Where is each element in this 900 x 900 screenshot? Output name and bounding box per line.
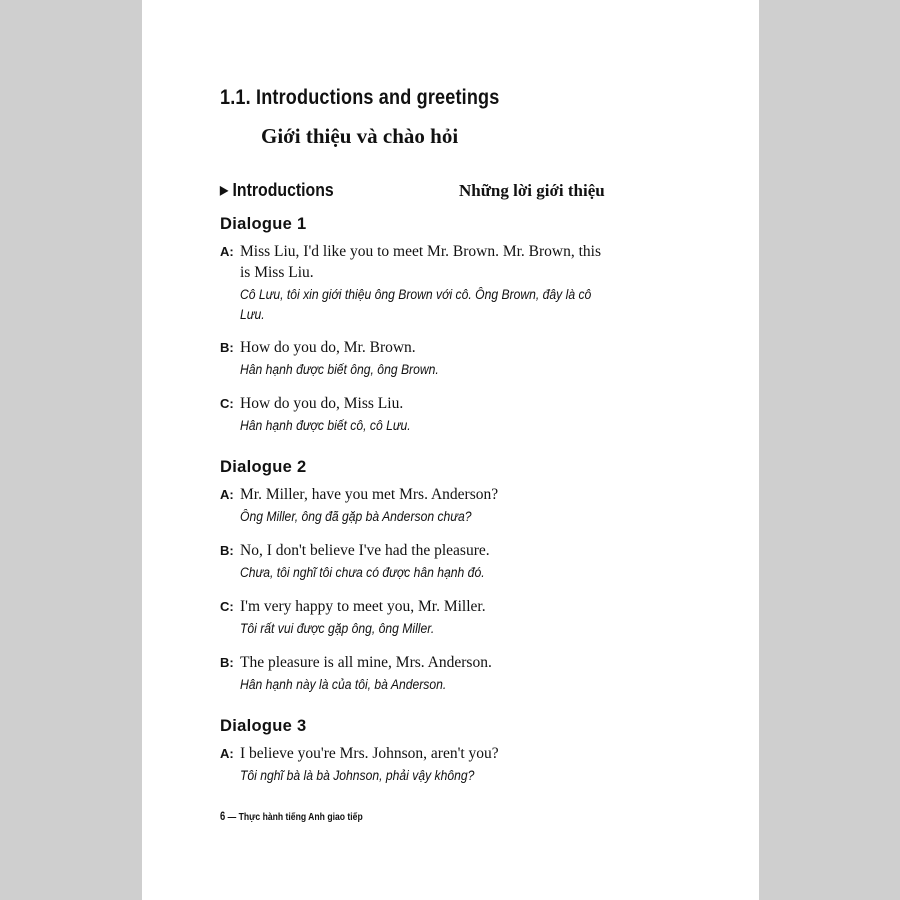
page-footer (220, 811, 363, 823)
section-subtitle: Giới thiệu và chào hỏi (261, 124, 459, 148)
footer-separator: — (227, 811, 237, 823)
dialogue-line-en: B: No, I don't believe I've had the pleasure. (220, 542, 490, 559)
dialogue-line-vi: Cô Lưu, tôi xin giới thiệu ông Brown với cô. Ông Brown, đây là cô (240, 287, 592, 302)
speaker-label: C: (220, 396, 234, 411)
dialogue-line-vi: Hân hạnh được biết cô, cô Lưu. (240, 418, 411, 433)
book-title: Thực hành tiếng Anh giao tiếp (238, 811, 363, 823)
book-page (142, 0, 759, 900)
dialogue-line-vi: Hân hạnh này là của tôi, bà Anderson. (240, 677, 447, 692)
dialogue-line-en-cont: is Miss Liu. (240, 264, 314, 281)
dialogue-line-vi: Hân hạnh được biết ông, ông Brown. (240, 362, 439, 377)
topic-title (220, 180, 334, 201)
dialogue-line-vi: Ông Miller, ông đã gặp bà Anderson chưa? (240, 509, 472, 524)
dialogue-line-vi: Chưa, tôi nghĩ tôi chưa có được hân hạnh đó. (240, 565, 485, 580)
dialogue-line-en: A: Miss Liu, I'd like you to meet Mr. Brown. Mr. Brown, this (220, 243, 602, 260)
dialogue-line-en: C: How do you do, Miss Liu. (220, 395, 404, 412)
page-number: 6 (220, 811, 226, 823)
speaker-label: A: (220, 746, 234, 761)
dialogue-line-en: B: The pleasure is all mine, Mrs. Anderson. (220, 654, 492, 671)
triangle-bullet-icon: ▶ (220, 183, 229, 197)
section-title: 1.1. Introductions and greetings (220, 86, 500, 109)
dialogue-heading: Dialogue 1 (220, 215, 307, 233)
speaker-label: B: (220, 655, 234, 670)
dialogue-line-en: B: How do you do, Mr. Brown. (220, 339, 416, 356)
dialogue-line-vi: Tôi rất vui được gặp ông, ông Miller. (240, 621, 435, 636)
speaker-label: B: (220, 543, 234, 558)
speaker-label: B: (220, 340, 234, 355)
dialogue-line-vi: Tôi nghĩ bà là bà Johnson, phải vậy không? (240, 768, 475, 783)
speaker-label: A: (220, 487, 234, 502)
dialogue-heading: Dialogue 3 (220, 717, 307, 735)
dialogue-line-en: A: Mr. Miller, have you met Mrs. Anderson? (220, 486, 499, 503)
dialogue-line-en: A: I believe you're Mrs. Johnson, aren't you? (220, 745, 499, 762)
topic-title-vietnamese: Những lời giới thiệu (459, 181, 605, 200)
dialogue-line-en: C: I'm very happy to meet you, Mr. Miller. (220, 598, 486, 615)
dialogue-line-vi-cont: Lưu. (240, 307, 265, 322)
speaker-label: C: (220, 599, 234, 614)
speaker-label: A: (220, 244, 234, 259)
dialogue-heading: Dialogue 2 (220, 458, 307, 476)
topic-title-text: Introductions (232, 180, 334, 200)
